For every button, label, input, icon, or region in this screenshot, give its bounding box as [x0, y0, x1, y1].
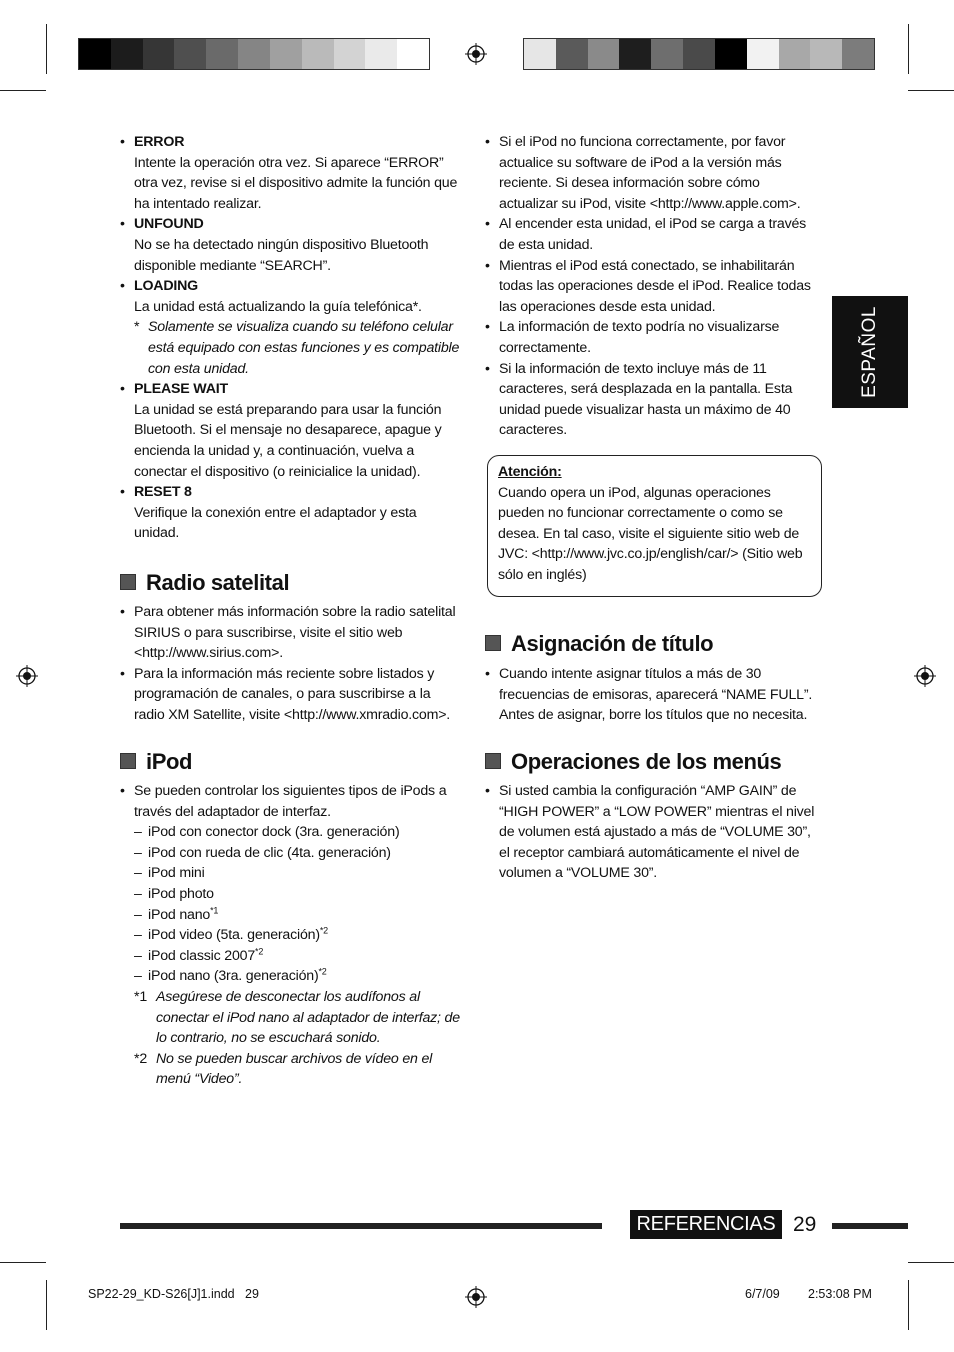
caution-box [487, 455, 822, 597]
color-swatch [842, 39, 874, 69]
list-item: • Si el iPod no funciona correctamente, por favor actualice su software de iPod a la versión más reciente. Si desea información sobre cómo actualizar su iPod, visite <http://www.apple.com>. [485, 132, 820, 214]
color-swatch [334, 39, 366, 69]
section-square-icon [485, 635, 503, 653]
color-swatch [779, 39, 811, 69]
color-calibration-strip-right [523, 38, 875, 70]
ipod-type: – iPod classic 2007$^{*2}$ [134, 946, 460, 967]
color-swatch [397, 39, 429, 69]
print-time: 2:53:08 PM [808, 1287, 872, 1301]
color-swatch [238, 39, 270, 69]
list-item: • Si usted cambia la configuración “AMP GAIN” de “HIGH POWER” a “LOW POWER” mientras el nivel de volumen está ajustado a más de “VOLUME 30”, el receptor cambiará automáticamente el nivel de volumen a “VOLUME 30”. [485, 781, 815, 884]
ipod-type: – iPod photo [134, 884, 460, 905]
footnote: *2 No se pueden buscar archivos de vídeo en el menú “Video”. [134, 1050, 433, 1088]
color-swatch [143, 39, 175, 69]
language-label: ESPAÑOL [859, 306, 880, 398]
file-info: SP22-29_KD-S26[J]1.indd 29 [88, 1287, 259, 1301]
color-swatch [651, 39, 683, 69]
color-swatch [174, 39, 206, 69]
color-swatch [524, 39, 556, 69]
list-item: • La información de texto podría no visualizarse correctamente. [485, 317, 820, 358]
section-square-icon [485, 753, 503, 771]
radio-list [120, 602, 460, 726]
footer-rule-left [120, 1223, 602, 1229]
ipod-type: – iPod con rueda de clic (4ta. generación) [134, 843, 460, 864]
color-calibration-strip-left [78, 38, 430, 70]
color-swatch [111, 39, 143, 69]
registration-mark-icon [16, 665, 38, 687]
title-assign-list [485, 664, 815, 726]
footnote: * Solamente se visualiza cuando su teléfono celular está equipado con estas funciones y es compatible con esta unidad. [134, 319, 460, 377]
ipod-type: – iPod nano$^{*1}$ [134, 905, 460, 926]
registration-mark-icon [465, 43, 487, 65]
page-number: 29 [793, 1213, 817, 1236]
section-title-menus: Operaciones de los menús [485, 749, 781, 775]
color-swatch [79, 39, 111, 69]
section-title-radio: Radio satelital [120, 570, 289, 596]
section-square-icon [120, 574, 138, 592]
ipod-list [120, 781, 460, 1090]
list-item: • Si la información de texto incluye más de 11 caracteres, será desplazada en la pantalla. Esta unidad puede visualizar hasta un máximo de 40 caracteres. [485, 359, 820, 441]
footer-rule-right [832, 1223, 908, 1229]
color-swatch [302, 39, 334, 69]
menus-list [485, 781, 815, 884]
list-item: • Mientras el iPod está conectado, se inhabilitarán todas las operaciones desde el iPod. Realice todas las operaciones desde esta unidad. [485, 256, 820, 318]
ipod-type: – iPod con conector dock (3ra. generación) [134, 822, 460, 843]
section-title-ipod: iPod [120, 749, 192, 775]
registration-mark-icon [465, 1286, 487, 1308]
ipod-type: – iPod video (5ta. generación)$^{*2}$ [134, 925, 460, 946]
color-swatch [556, 39, 588, 69]
color-swatch [810, 39, 842, 69]
list-item: • Se pueden controlar los siguientes tipos de iPods a través del adaptador de interfaz. – iPod con conector dock (3ra. generación) – iPod con rueda de clic (4ta. generación) – iPod mini – iPod photo – iPod nano$^{*1}$ – iPod video (5ta. generación)$^{*2}$ – iPod classic 2007$^{*2}$ – iPod nano (3ra. generación)$^{*2}$ *1 Asegúrese de desconectar los audífonos al conectar el iPod nano al adaptador de interfaz; de lo contrario, no se escuchará sonido. *2 No se pueden buscar archivos de vídeo en el menú “Video”. [120, 781, 460, 1090]
color-swatch [715, 39, 747, 69]
message-list [120, 132, 460, 544]
list-item: • Para obtener más información sobre la radio satelital SIRIUS o para suscribirse, visite el sitio web <http://www.sirius.com>. [120, 602, 460, 664]
color-swatch [365, 39, 397, 69]
footnote: *1 Asegúrese de desconectar los audífonos al conectar el iPod nano al adaptador de interfaz; de lo contrario, no se escuchará sonido. [134, 988, 460, 1047]
registration-mark-icon [914, 665, 936, 687]
message-unfound: • UNFOUND No se ha detectado ningún dispositivo Bluetooth disponible mediante “SEARCH”. [120, 214, 460, 276]
message-reset-8: • RESET 8 Verifique la conexión entre el adaptador y esta unidad. [120, 482, 460, 544]
caution-text: Cuando opera un iPod, algunas operaciones pueden no funcionar correctamente o como se desea. En tal caso, visite el siguiente sitio web de JVC: <http://www.jvc.co.jp/english/car/> (Sitio web sólo en inglés) [498, 484, 803, 583]
list-item: • Cuando intente asignar títulos a más de 30 frecuencias de emisoras, aparecerá “NAME FULL”. Antes de asignar, borre los títulos que no necesita. [485, 664, 815, 726]
footer-section-label: REFERENCIAS [630, 1210, 782, 1239]
color-swatch [206, 39, 238, 69]
message-loading: • LOADING La unidad está actualizando la guía telefónica*. * Solamente se visualiza cuando su teléfono celular está equipado con estas funciones y es compatible con esta unidad. [120, 276, 460, 379]
ipod-notes-list [485, 132, 820, 441]
section-square-icon [120, 753, 138, 771]
section-title-title-assign: Asignación de título [485, 631, 713, 657]
language-tab [832, 296, 908, 408]
color-swatch [683, 39, 715, 69]
ipod-type: – iPod nano (3ra. generación)$^{*2}$ [134, 966, 460, 987]
color-swatch [747, 39, 779, 69]
color-swatch [270, 39, 302, 69]
ipod-type: – iPod mini [134, 863, 460, 884]
print-date: 6/7/09 [745, 1287, 780, 1301]
message-error: • ERROR Intente la operación otra vez. Si aparece “ERROR” otra vez, revise si el dispositivo admite la función que ha intentado realizar. [120, 132, 460, 214]
color-swatch [588, 39, 620, 69]
list-item: • Para la información más reciente sobre listados y programación de canales, o para suscribirse a la radio XM Satellite, visite <http://www.xmradio.com>. [120, 664, 460, 726]
caution-title: Atención: [498, 464, 562, 480]
list-item: • Al encender esta unidad, el iPod se carga a través de esta unidad. [485, 214, 820, 255]
color-swatch [619, 39, 651, 69]
message-please-wait: • PLEASE WAIT La unidad se está preparando para usar la función Bluetooth. Si el mensaje no desaparece, apague y encienda la unidad y, a continuación, vuelva a conectar el dispositivo (o reinicialice la unidad). [120, 379, 460, 482]
